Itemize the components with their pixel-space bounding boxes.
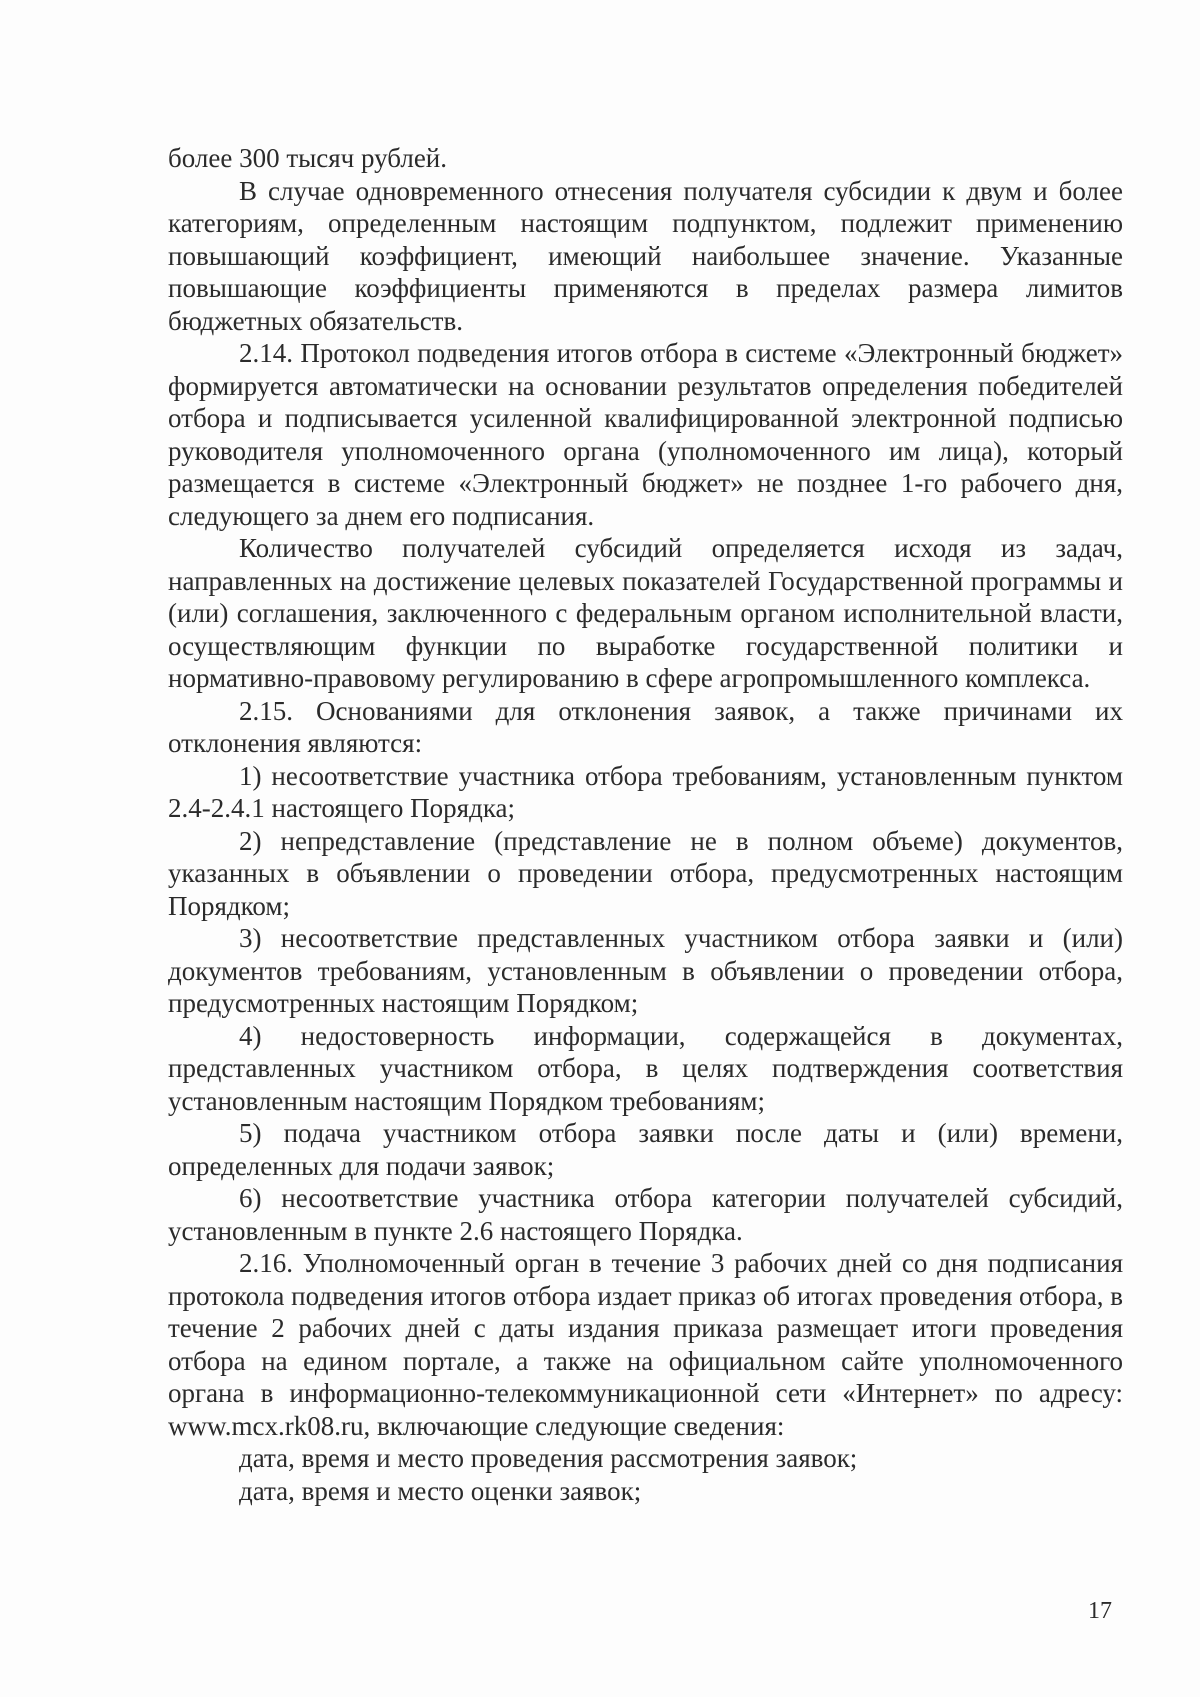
list-item-4: 4) недостоверность информации, содержащейся в документах, представленных участником отбора, в целях подтверждения соответствия установленным настоящим Порядком требованиям;	[168, 1020, 1123, 1116]
page-number: 17	[1088, 1598, 1112, 1624]
info-item-evaluation-date: дата, время и место оценки заявок;	[239, 1475, 642, 1506]
list-item-6: 6) несоответствие участника отбора категории получателей субсидий, установленным в пункте 2.6 настоящего Порядка.	[168, 1183, 1123, 1246]
paragraph-coefficient: В случае одновременного отнесения получателя субсидии к двум и более категориям, определенным настоящим подпунктом, подлежит применению повышающий коэффициент, имеющий наибольшее значение. Указанные повышающие коэффициенты применяются в пределах размера лимитов бюджетных обязательств.	[168, 175, 1123, 336]
info-item-review-date: дата, время и место проведения рассмотрения заявок;	[239, 1443, 858, 1473]
paragraph-continuation: более 300 тысяч рублей.	[168, 143, 448, 173]
list-item-2: 2) непредставление (представление не в полном объеме) документов, указанных в объявлении о проведении отбора, предусмотренных настоящим Порядком;	[168, 825, 1123, 921]
document-body	[168, 142, 1123, 1507]
paragraph-2-16: 2.16. Уполномоченный орган в течение 3 рабочих дней со дня подписания протокола подведения итогов отбора издает приказ об итогах проведения отбора, в течение 2 рабочих дней с даты издания приказа размещает итоги проведения отбора на едином портале, а также на официальном сайте уполномоченного органа в информационно-телекоммуникационной сети «Интернет» по адресу: www.mcx.rk08.ru, включающие следующие сведения:	[168, 1248, 1123, 1441]
paragraph-2-14: 2.14. Протокол подведения итогов отбора в системе «Электронный бюджет» формируется автоматически на основании результатов определения победителей отбора и подписывается усиленной квалифицированной электронной подписью руководителя уполномоченного органа (уполномоченного им лица), который размещается в системе «Электронный бюджет» не позднее 1-го рабочего дня, следующего за днем его подписания.	[168, 338, 1123, 531]
paragraph-2-15: 2.15. Основаниями для отклонения заявок, а также причинами их отклонения являются:	[168, 695, 1123, 758]
paragraph-recipients-count: Количество получателей субсидий определяется исходя из задач, направленных на достижение целевых показателей Государственной программы и (или) соглашения, заключенного с федеральным органом исполнительной власти, осуществляющим функции по выработке государственной политики и нормативно-правовому регулированию в сфере агропромышленного комплекса.	[168, 533, 1123, 693]
list-item-3: 3) несоответствие представленных участником отбора заявки и (или) документов требованиям, установленным в объявлении о проведении отбора, предусмотренных настоящим Порядком;	[168, 923, 1123, 1018]
list-item-5: 5) подача участником отбора заявки после даты и (или) времени, определенных для подачи заявок;	[168, 1118, 1123, 1181]
list-item-1: 1) несоответствие участника отбора требованиям, установленным пунктом 2.4-2.4.1 настоящего Порядка;	[168, 760, 1123, 823]
